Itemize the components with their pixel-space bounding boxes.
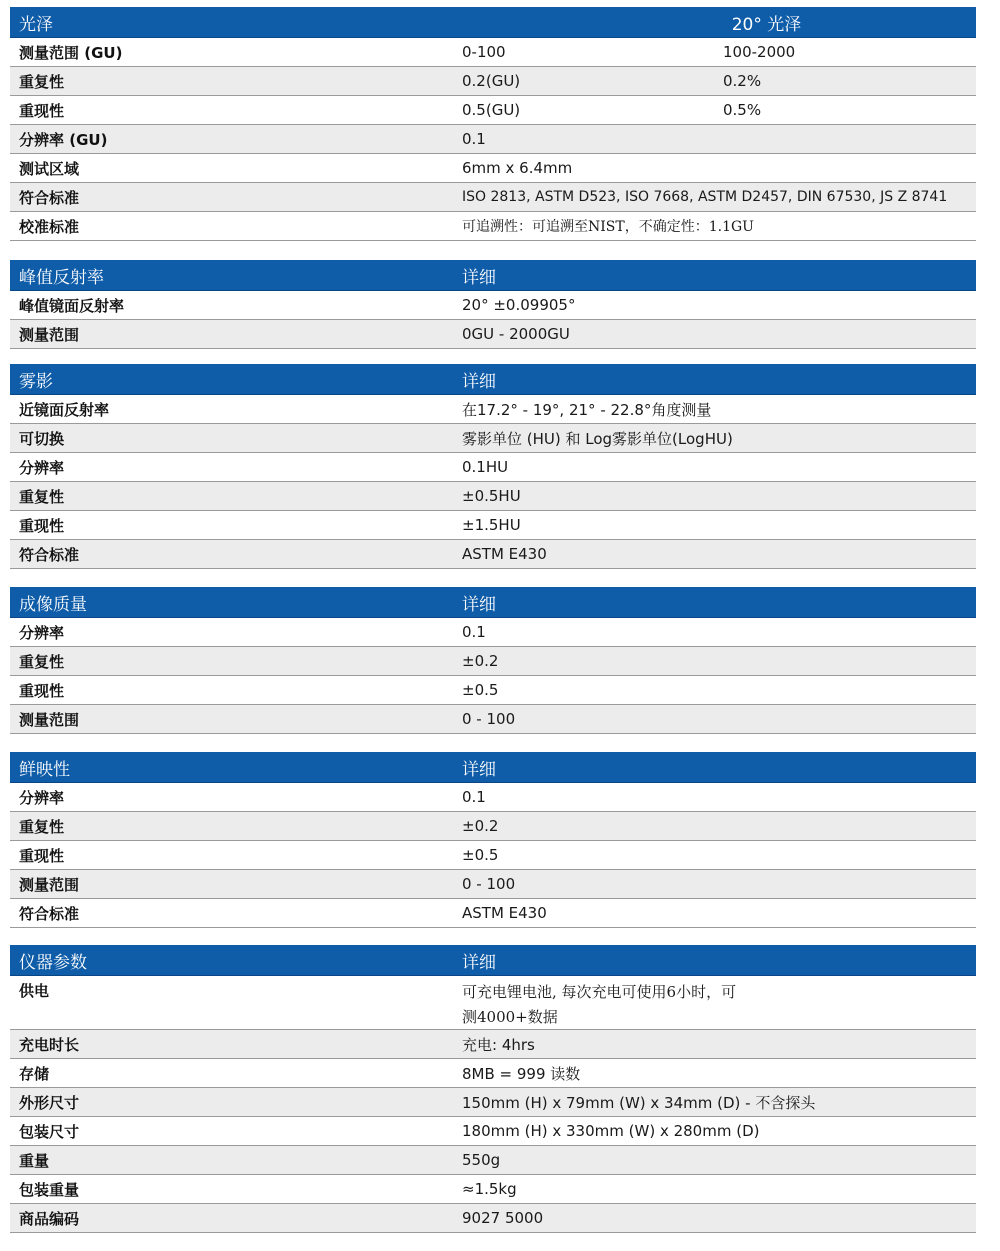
row-label: 外形尺寸 [19, 1093, 80, 1112]
row-value: ISO 2813, ASTM D523, ISO 7668, ASTM D2457, DIN 67530, JS Z 8741 [462, 189, 948, 205]
row-label: 充电时长 [19, 1035, 80, 1054]
table-row [10, 540, 976, 569]
table-row [10, 67, 976, 96]
row-value: 180mm (H) x 330mm (W) x 280mm (D) [462, 1122, 760, 1140]
table-row [10, 453, 976, 482]
row-label: 符合标准 [19, 545, 80, 564]
row-value: 0.1HU [462, 458, 509, 476]
table-row [10, 125, 976, 154]
table-row [10, 1088, 976, 1117]
row-value: 0.5(GU) [462, 101, 521, 119]
table-row [10, 424, 976, 453]
header-label: 鲜映性 [19, 759, 70, 780]
row-label: 测量范围 [19, 325, 80, 344]
header-label: 雾影 [19, 371, 53, 392]
row-label: 分辨率 [19, 623, 65, 642]
section-gloss [10, 7, 976, 241]
section-header [10, 364, 976, 395]
row-value: 8MB = 999 读数 [462, 1064, 581, 1083]
table-row [10, 705, 976, 734]
row-value: 0.1 [462, 788, 486, 806]
row-value-2: 100-2000 [723, 43, 796, 61]
row-value-2: 0.5% [723, 101, 762, 119]
section-header [10, 945, 976, 976]
table-row [10, 511, 976, 540]
row-label: 重现性 [19, 101, 65, 120]
row-label: 包装尺寸 [19, 1122, 80, 1141]
table-row [10, 154, 976, 183]
row-label: 商品编码 [19, 1209, 80, 1228]
row-label: 测量范围 (GU) [19, 43, 123, 62]
header-label: 光泽 [19, 14, 53, 35]
row-label: 重现性 [19, 681, 65, 700]
row-value: ASTM E430 [462, 904, 547, 922]
row-value: 0GU - 2000GU [462, 325, 570, 343]
row-value: 充电: 4hrs [462, 1035, 535, 1054]
row-label: 重复性 [19, 72, 65, 91]
row-label: 供电 [19, 982, 50, 1000]
table-row [10, 482, 976, 511]
row-label: 符合标准 [19, 904, 80, 923]
row-value: 0.1 [462, 623, 486, 641]
table-row [10, 1117, 976, 1146]
row-value: 6mm x 6.4mm [462, 159, 573, 177]
header-detail: 详细 [462, 371, 496, 392]
header-label: 峰值反射率 [19, 267, 104, 288]
header-detail: 20° 光泽 [731, 14, 802, 35]
row-value: ±0.5 [462, 846, 499, 864]
row-value: 0 - 100 [462, 710, 516, 728]
row-label: 近镜面反射率 [19, 400, 110, 419]
section-peak [10, 260, 976, 349]
row-value: 550g [462, 1151, 501, 1169]
section-doi [10, 752, 976, 928]
row-value: 0 - 100 [462, 875, 516, 893]
row-value: 雾影单位 (HU) 和 Log雾影单位(LogHU) [462, 429, 733, 448]
table-row [10, 870, 976, 899]
header-detail: 详细 [462, 267, 496, 288]
row-label: 符合标准 [19, 188, 80, 207]
table-row [10, 1059, 976, 1088]
header-label: 仪器参数 [19, 952, 87, 973]
table-row [10, 783, 976, 812]
row-value: ±0.2 [462, 652, 499, 670]
row-value: ±0.2 [462, 817, 499, 835]
row-value-line-2: 测4000+数据 [462, 1008, 558, 1026]
table-row [10, 1175, 976, 1204]
row-label: 重复性 [19, 652, 65, 671]
table-row [10, 841, 976, 870]
table-row [10, 395, 976, 424]
row-label: 重复性 [19, 487, 65, 506]
row-value: 可追溯性：可追溯至NIST，不确定性：1.1GU [462, 219, 754, 235]
table-row [10, 1146, 976, 1175]
row-label: 峰值镜面反射率 [19, 296, 125, 315]
section-header [10, 587, 976, 618]
section-header [10, 260, 976, 291]
section-instrument [10, 945, 976, 1233]
row-value: ±0.5 [462, 681, 499, 699]
section-haze [10, 364, 976, 569]
row-label: 包装重量 [19, 1180, 80, 1199]
row-value: 0.1 [462, 130, 486, 148]
section-header [10, 7, 976, 38]
table-row [10, 1030, 976, 1059]
row-label: 校准标准 [19, 217, 80, 236]
row-value-2: 0.2% [723, 72, 762, 90]
table-row [10, 976, 976, 1030]
row-label: 重复性 [19, 817, 65, 836]
row-label: 测量范围 [19, 710, 80, 729]
row-value: 20° ±0.09905° [462, 296, 576, 314]
row-value-line-1: 可充电锂电池, 每次充电可使用6小时，可 [462, 983, 737, 1001]
row-label: 重现性 [19, 846, 65, 865]
table-row [10, 183, 976, 212]
header-detail: 详细 [462, 952, 496, 973]
table-row [10, 96, 976, 125]
row-value: 0-100 [462, 43, 506, 61]
row-value: ±1.5HU [462, 516, 521, 534]
header-detail: 详细 [462, 759, 496, 780]
table-row [10, 320, 976, 349]
table-row [10, 1204, 976, 1233]
table-row [10, 618, 976, 647]
table-row [10, 647, 976, 676]
table-row [10, 291, 976, 320]
row-label: 测量范围 [19, 875, 80, 894]
row-label: 分辨率 [19, 458, 65, 477]
row-value: 150mm (H) x 79mm (W) x 34mm (D) - 不含探头 [462, 1093, 816, 1112]
table-row [10, 38, 976, 67]
section-image-quality [10, 587, 976, 734]
row-value: ASTM E430 [462, 545, 547, 563]
row-value [462, 980, 782, 1030]
row-value: 在17.2° - 19°, 21° - 22.8°角度测量 [462, 400, 712, 419]
row-label: 重量 [19, 1151, 50, 1170]
row-label: 可切换 [19, 429, 65, 448]
row-label: 测试区域 [19, 159, 80, 178]
row-label: 分辨率 [19, 788, 65, 807]
row-label: 存储 [19, 1064, 50, 1083]
row-value: ≈1.5kg [462, 1180, 517, 1198]
table-row [10, 212, 976, 241]
row-label: 分辨率 (GU) [19, 130, 108, 149]
row-label: 重现性 [19, 516, 65, 535]
table-row [10, 812, 976, 841]
header-detail: 详细 [462, 594, 496, 615]
header-label: 成像质量 [19, 594, 87, 615]
row-value: ±0.5HU [462, 487, 521, 505]
table-row [10, 899, 976, 928]
section-header [10, 752, 976, 783]
row-value: 9027 5000 [462, 1209, 544, 1227]
row-value: 0.2(GU) [462, 72, 521, 90]
table-row [10, 676, 976, 705]
